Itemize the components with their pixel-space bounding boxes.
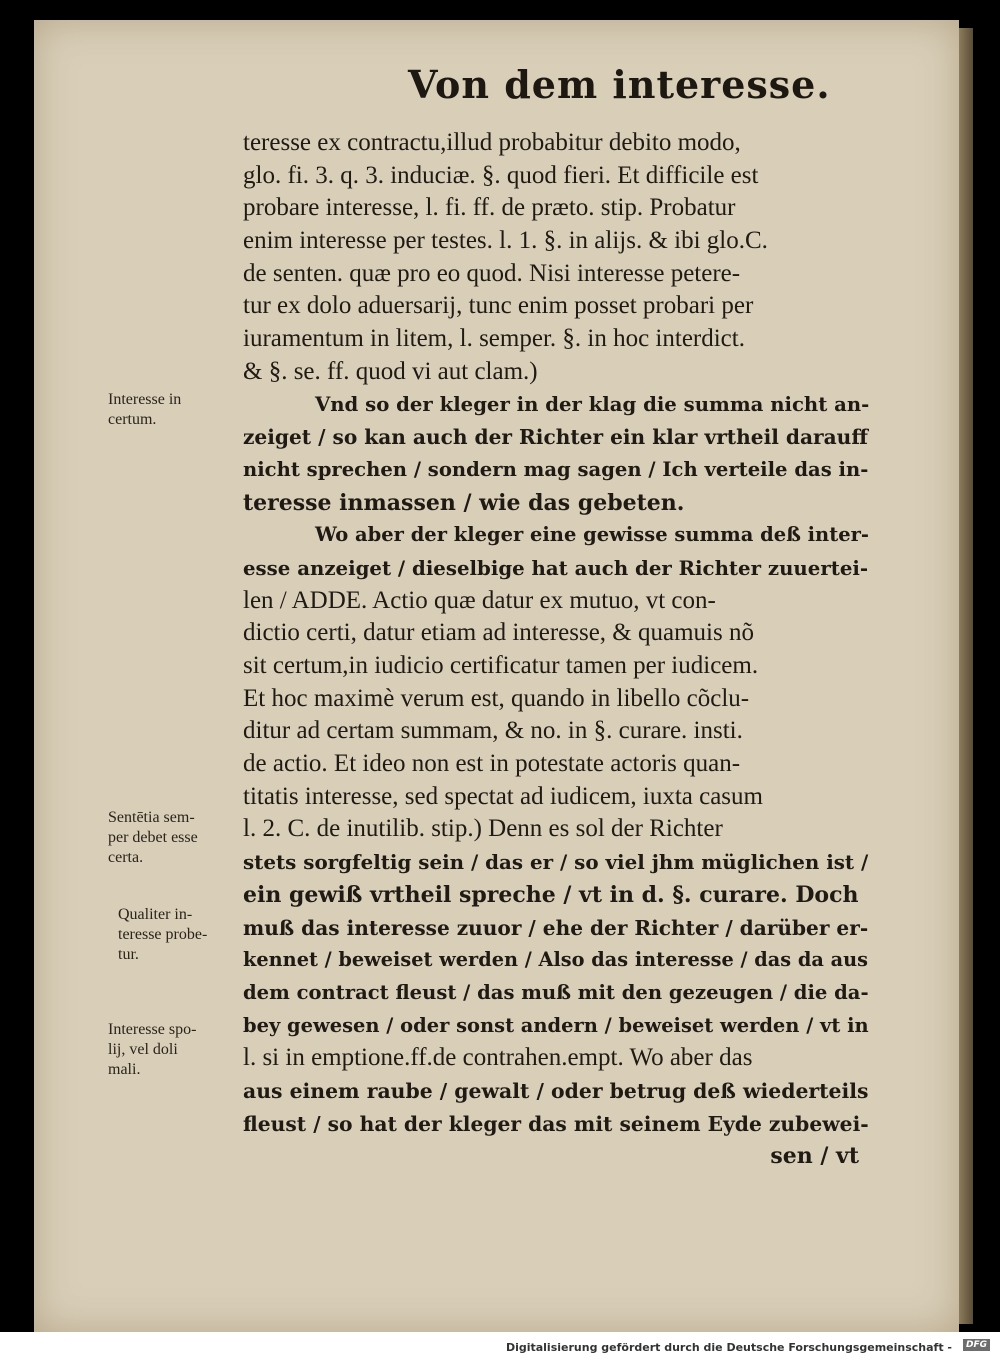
text-line: teresse inmassen / wie das gebeten. [243, 489, 685, 516]
text-line: probare interesse, l. fi. ff. de præto. stip. Probatur [243, 194, 736, 222]
marginal-note-line: tur. [118, 946, 139, 963]
text-line: sit certum,in iudicio certificatur tamen per iudicem. [243, 652, 759, 679]
marginal-note-line: certum. [108, 411, 157, 428]
text-line: teresse ex contractu,illud probabitur debito modo, [243, 129, 741, 156]
text-line: esse anzeiget / dieselbige hat auch der Richter zuuertei- [243, 555, 869, 580]
text-line: ein gewiß vrtheil spreche / vt in d. §. curare. Doch [243, 881, 859, 908]
footer-credit: Digitalisierung gefördert durch die Deutsche Forschungsgemeinschaft - [505, 1341, 952, 1354]
marginal-note [108, 390, 243, 430]
text-line: & §. se. ff. quod vi aut clam.) [243, 357, 538, 385]
text-line: zeiget / so kan auch der Richter ein klar vrtheil darauff [243, 425, 868, 450]
text-line: aus einem raube / gewalt / oder betrug deß wiederteils [243, 1078, 869, 1103]
text-line: tur ex dolo aduersarij, tunc enim posset probari per [243, 292, 754, 320]
text-line: Vnd so der kleger in der klag die summa nicht an- [315, 392, 870, 416]
text-line: titatis interesse, sed spectat ad iudicem, iuxta casum [243, 782, 763, 810]
text-line: l. si in emptione.ff.de contrahen.empt. Wo aber das [243, 1044, 753, 1072]
text-line: muß das interesse zuuor / ehe der Richter / darüber er- [243, 915, 869, 940]
marginal-note-line: Interesse spo- [108, 1021, 197, 1038]
marginal-note [108, 1020, 243, 1080]
marginal-note-line: mali. [108, 1061, 141, 1078]
text-line: iuramentum in litem, l. semper. §. in hoc interdict. [243, 325, 745, 353]
text-line: dictio certi, datur etiam ad interesse, & quamuis nõ [243, 619, 754, 647]
running-header: Von dem interesse. [408, 62, 831, 107]
text-line: stets sorgfeltig sein / das er / so viel jhm müglichen ist / [243, 850, 869, 875]
text-line: kennet / beweiset werden / Also das interesse / das da aus [243, 948, 868, 972]
text-line: ditur ad certam summam, & no. in §. curare. insti. [243, 717, 743, 745]
body-text [243, 127, 875, 1173]
text-line: l. 2. C. de inutilib. stip.) Denn es sol der Richter [243, 815, 723, 843]
text-line: nicht sprechen / sondern mag sagen / Ich verteile das in- [243, 457, 869, 481]
dfg-logo: DFG [963, 1339, 990, 1351]
marginal-note-line: teresse probe- [118, 926, 208, 943]
text-line: dem contract fleust / das muß mit den gezeugen / die da- [243, 980, 869, 1004]
text-line: glo. fi. 3. q. 3. induciæ. §. quod fieri. Et difficile est [243, 161, 759, 189]
marginal-note-line: Qualiter in- [118, 906, 193, 923]
marginal-note-line: Interesse in [108, 391, 182, 408]
marginal-note-line: lij, vel doli [108, 1041, 178, 1058]
marginal-note-line: Sentētia sem- [108, 809, 195, 826]
text-line: bey gewesen / oder sonst andern / beweiset werden / vt in [243, 1013, 869, 1037]
text-line: len / ADDE. Actio quæ datur ex mutuo, vt con- [243, 586, 716, 614]
digitization-footer [0, 1332, 1000, 1361]
marginal-note [118, 905, 253, 965]
text-line: sen / vt [770, 1143, 859, 1170]
text-line: Et hoc maximè verum est, quando in libello cõclu- [243, 684, 750, 712]
text-line: de actio. Et ideo non est in potestate actoris quan- [243, 750, 741, 778]
marginal-note [108, 808, 243, 868]
text-line: fleust / so hat der kleger das mit seinem Eyde zubewei- [243, 1111, 869, 1136]
marginal-note-line: certa. [108, 849, 144, 866]
text-line: enim interesse per testes. l. 1. §. in alijs. & ibi glo.C. [243, 227, 768, 255]
page-edge [959, 28, 973, 1324]
marginal-note-line: per debet esse [108, 829, 198, 846]
text-line: de senten. quæ pro eo quod. Nisi interesse petere- [243, 259, 741, 287]
text-line: Wo aber der kleger eine gewisse summa deß inter- [315, 523, 869, 547]
